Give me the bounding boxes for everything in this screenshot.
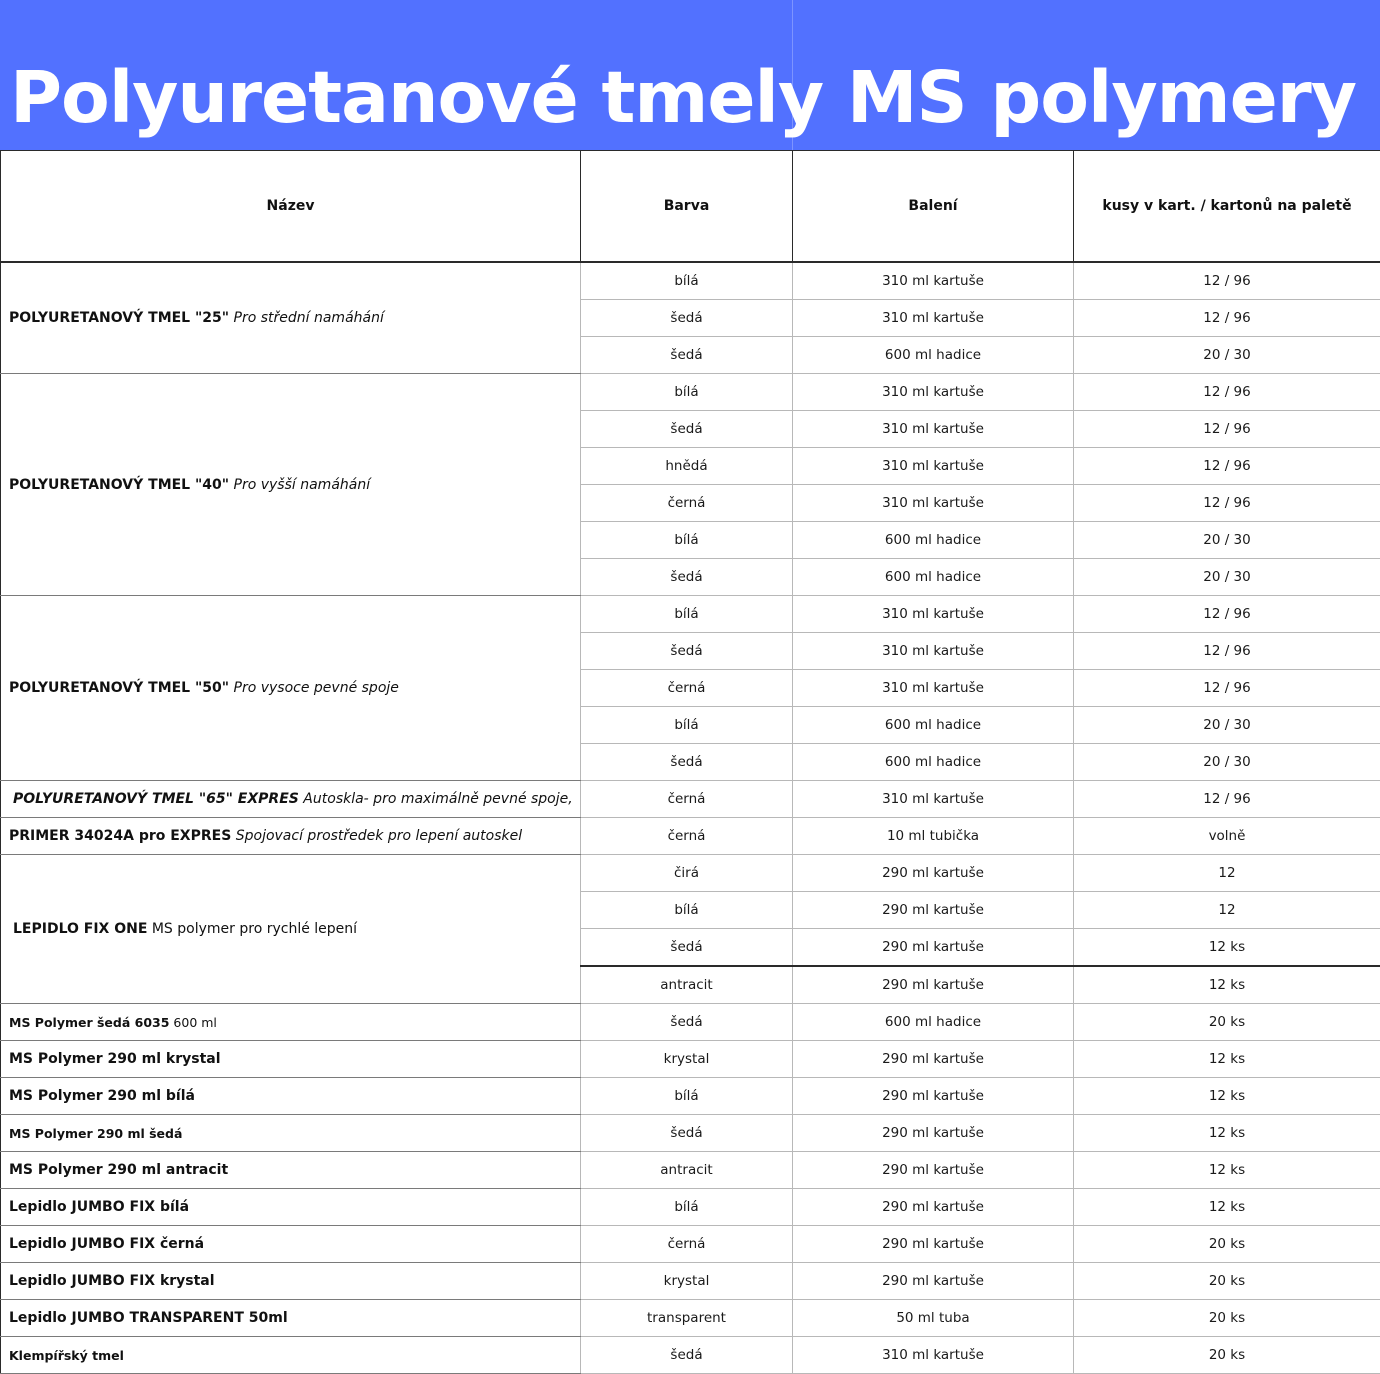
product-description: 600 ml — [169, 1015, 216, 1030]
table-row — [1, 1300, 1380, 1337]
packaging-cell: 290 ml kartuše — [793, 855, 1074, 892]
quantity-cell: 12 — [1074, 892, 1380, 929]
quantity-cell: 12 / 96 — [1074, 448, 1380, 485]
product-name: Lepidlo JUMBO TRANSPARENT 50ml — [9, 1310, 288, 1326]
table-header-row — [1, 151, 1380, 263]
packaging-cell: 290 ml kartuše — [793, 892, 1074, 929]
quantity-cell: 12 ks — [1074, 1189, 1380, 1226]
table-row — [1, 596, 1380, 633]
product-name: LEPIDLO FIX ONE — [13, 921, 147, 937]
color-cell: bílá — [581, 892, 793, 929]
packaging-cell: 600 ml hadice — [793, 707, 1074, 744]
packaging-cell: 600 ml hadice — [793, 522, 1074, 559]
table-row — [1, 1152, 1380, 1189]
table-row — [1, 1189, 1380, 1226]
product-name-cell — [1, 855, 581, 1004]
product-name-cell — [1, 262, 581, 374]
color-cell: antracit — [581, 966, 793, 1004]
packaging-cell: 310 ml kartuše — [793, 596, 1074, 633]
product-name: POLYURETANOVÝ TMEL "40" — [9, 477, 229, 493]
product-description: Pro vysoce pevné spoje — [229, 680, 399, 696]
product-name: POLYURETANOVÝ TMEL "25" — [9, 310, 229, 326]
color-cell: černá — [581, 781, 793, 818]
product-name: MS Polymer 290 ml bílá — [9, 1088, 195, 1104]
color-cell: šedá — [581, 1337, 793, 1374]
page-title: Polyuretanové tmely MS polymery — [10, 52, 1380, 144]
color-cell: čirá — [581, 855, 793, 892]
product-name: MS Polymer 290 ml krystal — [9, 1051, 221, 1067]
product-name: MS Polymer 290 ml šedá — [9, 1126, 182, 1141]
color-cell: bílá — [581, 707, 793, 744]
product-description: Spojovací prostředek pro lepení autoskel — [231, 828, 522, 844]
packaging-cell: 310 ml kartuše — [793, 781, 1074, 818]
color-cell: černá — [581, 818, 793, 855]
color-cell: šedá — [581, 929, 793, 967]
color-cell: černá — [581, 670, 793, 707]
header-color: Barva — [581, 151, 793, 263]
product-name: POLYURETANOVÝ TMEL "50" — [9, 680, 229, 696]
color-cell: šedá — [581, 300, 793, 337]
color-cell: šedá — [581, 559, 793, 596]
header-quantity: kusy v kart. / kartonů na paletě — [1074, 151, 1380, 263]
packaging-cell: 290 ml kartuše — [793, 929, 1074, 967]
product-name-cell — [1, 596, 581, 781]
table-row — [1, 1226, 1380, 1263]
packaging-cell: 310 ml kartuše — [793, 670, 1074, 707]
color-cell: bílá — [581, 262, 793, 300]
color-cell: šedá — [581, 1004, 793, 1041]
color-cell: černá — [581, 1226, 793, 1263]
quantity-cell: 12 / 96 — [1074, 781, 1380, 818]
color-cell: šedá — [581, 411, 793, 448]
title-banner — [0, 0, 1380, 150]
color-cell: krystal — [581, 1263, 793, 1300]
product-name-cell — [1, 1226, 581, 1263]
color-cell: transparent — [581, 1300, 793, 1337]
quantity-cell: 20 / 30 — [1074, 707, 1380, 744]
product-name: Lepidlo JUMBO FIX bílá — [9, 1199, 189, 1215]
product-description: Pro střední namáhání — [229, 310, 384, 326]
packaging-cell: 600 ml hadice — [793, 1004, 1074, 1041]
product-name: Klempířský tmel — [9, 1348, 124, 1363]
packaging-cell: 310 ml kartuše — [793, 374, 1074, 411]
color-cell: bílá — [581, 1189, 793, 1226]
packaging-cell: 290 ml kartuše — [793, 1189, 1074, 1226]
product-name-cell — [1, 1152, 581, 1189]
product-name-cell — [1, 1300, 581, 1337]
color-cell: bílá — [581, 374, 793, 411]
table-row — [1, 262, 1380, 300]
product-name: Lepidlo JUMBO FIX krystal — [9, 1273, 215, 1289]
table-row — [1, 1078, 1380, 1115]
product-description: MS polymer pro rychlé lepení — [147, 921, 357, 937]
quantity-cell: 12 — [1074, 855, 1380, 892]
table-row — [1, 818, 1380, 855]
table-body — [1, 262, 1380, 1374]
quantity-cell: 20 ks — [1074, 1337, 1380, 1374]
packaging-cell: 290 ml kartuše — [793, 1115, 1074, 1152]
quantity-cell: 12 ks — [1074, 1041, 1380, 1078]
table-row — [1, 781, 1380, 818]
product-name: POLYURETANOVÝ TMEL "65" EXPRES — [13, 791, 299, 807]
quantity-cell: 20 / 30 — [1074, 337, 1380, 374]
table-row — [1, 1041, 1380, 1078]
packaging-cell: 310 ml kartuše — [793, 485, 1074, 522]
color-cell: šedá — [581, 744, 793, 781]
color-cell: bílá — [581, 596, 793, 633]
quantity-cell: 12 / 96 — [1074, 485, 1380, 522]
product-table — [0, 150, 1380, 1374]
quantity-cell: 12 / 96 — [1074, 262, 1380, 300]
packaging-cell: 10 ml tubička — [793, 818, 1074, 855]
table-row — [1, 1263, 1380, 1300]
color-cell: šedá — [581, 633, 793, 670]
product-name-cell — [1, 1263, 581, 1300]
quantity-cell: 12 / 96 — [1074, 374, 1380, 411]
packaging-cell: 310 ml kartuše — [793, 448, 1074, 485]
table-row — [1, 1004, 1380, 1041]
product-name-cell — [1, 1078, 581, 1115]
quantity-cell: 12 / 96 — [1074, 411, 1380, 448]
packaging-cell: 50 ml tuba — [793, 1300, 1074, 1337]
product-name: PRIMER 34024A pro EXPRES — [9, 828, 231, 844]
color-cell: šedá — [581, 337, 793, 374]
color-cell: černá — [581, 485, 793, 522]
color-cell: hnědá — [581, 448, 793, 485]
table-row — [1, 374, 1380, 411]
table-row — [1, 1337, 1380, 1374]
quantity-cell: 12 ks — [1074, 929, 1380, 967]
product-name: MS Polymer 290 ml antracit — [9, 1162, 228, 1178]
packaging-cell: 600 ml hadice — [793, 744, 1074, 781]
quantity-cell: 12 / 96 — [1074, 633, 1380, 670]
quantity-cell: 12 / 96 — [1074, 596, 1380, 633]
product-name-cell — [1, 1115, 581, 1152]
product-description: Autoskla- pro maximálně pevné spoje, — [299, 791, 573, 807]
packaging-cell: 310 ml kartuše — [793, 300, 1074, 337]
packaging-cell: 290 ml kartuše — [793, 1152, 1074, 1189]
quantity-cell: 12 / 96 — [1074, 300, 1380, 337]
quantity-cell: 12 / 96 — [1074, 670, 1380, 707]
product-name-cell — [1, 818, 581, 855]
table-row — [1, 855, 1380, 892]
table-row — [1, 1115, 1380, 1152]
header-packaging: Balení — [793, 151, 1074, 263]
product-name-cell — [1, 781, 581, 818]
quantity-cell: 12 ks — [1074, 1115, 1380, 1152]
quantity-cell: volně — [1074, 818, 1380, 855]
quantity-cell: 12 ks — [1074, 1078, 1380, 1115]
packaging-cell: 600 ml hadice — [793, 559, 1074, 596]
quantity-cell: 20 ks — [1074, 1263, 1380, 1300]
color-cell: antracit — [581, 1152, 793, 1189]
packaging-cell: 290 ml kartuše — [793, 966, 1074, 1004]
product-name-cell — [1, 374, 581, 596]
packaging-cell: 310 ml kartuše — [793, 411, 1074, 448]
quantity-cell: 12 ks — [1074, 1152, 1380, 1189]
packaging-cell: 290 ml kartuše — [793, 1226, 1074, 1263]
packaging-cell: 290 ml kartuše — [793, 1078, 1074, 1115]
product-name: Lepidlo JUMBO FIX černá — [9, 1236, 204, 1252]
quantity-cell: 20 ks — [1074, 1300, 1380, 1337]
color-cell: šedá — [581, 1115, 793, 1152]
packaging-cell: 290 ml kartuše — [793, 1041, 1074, 1078]
product-description: Pro vyšší namáhání — [229, 477, 370, 493]
packaging-cell: 310 ml kartuše — [793, 1337, 1074, 1374]
product-name-cell — [1, 1004, 581, 1041]
color-cell: bílá — [581, 1078, 793, 1115]
packaging-cell: 600 ml hadice — [793, 337, 1074, 374]
product-name-cell — [1, 1189, 581, 1226]
product-name: MS Polymer šedá 6035 — [9, 1015, 169, 1030]
header-name: Název — [1, 151, 581, 263]
packaging-cell: 290 ml kartuše — [793, 1263, 1074, 1300]
quantity-cell: 12 ks — [1074, 966, 1380, 1004]
quantity-cell: 20 / 30 — [1074, 744, 1380, 781]
color-cell: bílá — [581, 522, 793, 559]
quantity-cell: 20 / 30 — [1074, 559, 1380, 596]
packaging-cell: 310 ml kartuše — [793, 633, 1074, 670]
quantity-cell: 20 / 30 — [1074, 522, 1380, 559]
product-name-cell — [1, 1337, 581, 1374]
product-name-cell — [1, 1041, 581, 1078]
color-cell: krystal — [581, 1041, 793, 1078]
quantity-cell: 20 ks — [1074, 1004, 1380, 1041]
quantity-cell: 20 ks — [1074, 1226, 1380, 1263]
packaging-cell: 310 ml kartuše — [793, 262, 1074, 300]
